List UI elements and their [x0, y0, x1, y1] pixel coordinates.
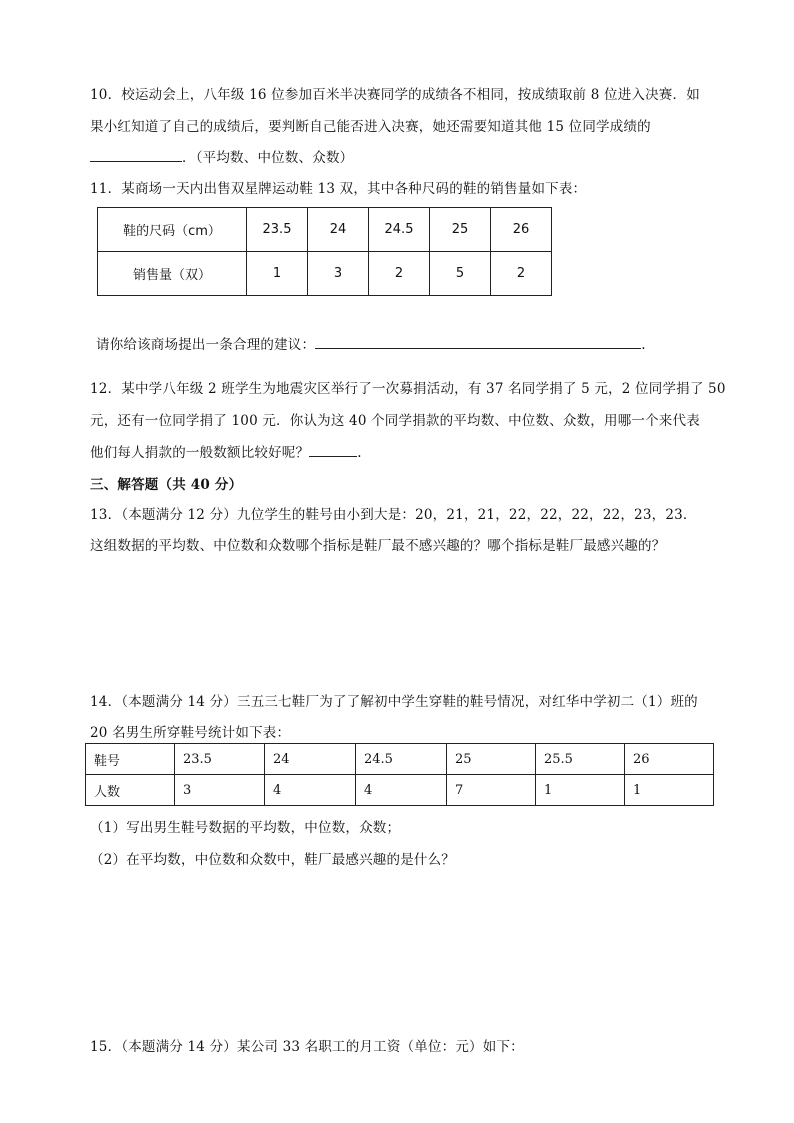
q11-sales-cell: 5 — [430, 252, 491, 296]
section-3-title: 三、解答题（共 40 分） — [90, 477, 243, 493]
q14-count-cell: 3 — [175, 775, 265, 806]
q14-size-cell: 23.5 — [175, 744, 265, 775]
q10-line-1: 10．校运动会上，八年级 16 位参加百米半决赛同学的成绩各不相同，按成绩取前 8 位进入决赛．如 — [90, 87, 700, 103]
q14-count-cell: 1 — [536, 775, 625, 806]
q14-count-header: 人数 — [86, 775, 175, 806]
q11-size-cell: 25 — [430, 208, 491, 252]
q15-line-1: 15．（本题满分 14 分）某公司 33 名职工的月工资（单位：元）如下： — [90, 1039, 524, 1055]
q14-sub-2: （2）在平均数，中位数和众数中，鞋厂最感兴趣的是什么？ — [90, 852, 455, 868]
q13-line-1: 13．（本题满分 12 分）九位学生的鞋号由小到大是：20，21，21，22，22，22，22，23，23． — [90, 507, 697, 523]
q11-shoe-sales-table — [97, 207, 552, 296]
q10-line-3 — [90, 146, 353, 166]
q11-sales-header: 销售量（双） — [98, 252, 247, 296]
q11-suggestion-end: . — [641, 337, 646, 353]
table-row — [98, 252, 552, 296]
q14-count-cell: 4 — [265, 775, 356, 806]
q12-line-1: 12．某中学八年级 2 班学生为地震灾区举行了一次募捐活动，有 37 名同学捐了 5 元，2 位同学捐了 50 — [90, 381, 726, 397]
q14-size-cell: 24 — [265, 744, 356, 775]
table-row — [86, 775, 714, 806]
q11-size-cell: 24.5 — [369, 208, 430, 252]
q14-line-1: 14．（本题满分 14 分）三五三七鞋厂为了了解初中学生穿鞋的鞋号情况，对红华中学初二（1）班的 — [90, 694, 698, 710]
table-row — [98, 208, 552, 252]
q12-end: . — [357, 445, 362, 461]
q14-line-2: 20 名男生所穿鞋号统计如下表： — [90, 725, 291, 741]
q14-sub-1: （1）写出男生鞋号数据的平均数，中位数，众数； — [90, 820, 401, 836]
q11-size-header: 鞋的尺码（cm） — [98, 208, 247, 252]
q14-size-cell: 25 — [447, 744, 536, 775]
q12-line-2: 元，还有一位同学捐了 100 元．你认为这 40 个同学捐款的平均数、中位数、众数，用哪一个来代表 — [90, 413, 700, 429]
table-row — [86, 744, 714, 775]
q14-size-cell: 26 — [625, 744, 714, 775]
q12-question: 他们每人捐款的一般数额比较好呢？ — [90, 445, 310, 461]
q14-shoe-size-table — [85, 743, 714, 806]
q11-intro: 11．某商场一天内出售双星牌运动鞋 13 双，其中各种尺码的鞋的销售量如下表： — [90, 181, 587, 197]
q14-count-cell: 7 — [447, 775, 536, 806]
q11-sales-cell: 2 — [369, 252, 430, 296]
q11-suggestion-prompt: 请你给该商场提出一条合理的建议： — [96, 337, 316, 353]
q11-size-cell: 26 — [491, 208, 552, 252]
q11-size-cell: 24 — [308, 208, 369, 252]
q10-answer-blank[interactable] — [90, 149, 182, 162]
q12-line-3 — [90, 441, 362, 461]
q11-sales-cell: 1 — [247, 252, 308, 296]
q11-size-cell: 23.5 — [247, 208, 308, 252]
q12-answer-blank[interactable] — [309, 444, 357, 457]
q14-size-cell: 25.5 — [536, 744, 625, 775]
q14-count-cell: 4 — [356, 775, 447, 806]
q14-size-cell: 24.5 — [356, 744, 447, 775]
q11-sales-cell: 3 — [308, 252, 369, 296]
q11-suggestion-blank[interactable] — [315, 336, 641, 349]
q10-options: ．（平均数、中位数、众数） — [182, 150, 354, 166]
q11-suggestion-line — [96, 333, 646, 353]
q11-sales-cell: 2 — [491, 252, 552, 296]
q14-size-header: 鞋号 — [86, 744, 175, 775]
q14-count-cell: 1 — [625, 775, 714, 806]
q10-line-2: 果小红知道了自己的成绩后，要判断自己能否进入决赛，她还需要知道其他 15 位同学成绩的 — [90, 119, 651, 135]
q13-line-2: 这组数据的平均数、中位数和众数哪个指标是鞋厂最不感兴趣的？哪个指标是鞋厂最感兴趣的？ — [90, 538, 666, 554]
